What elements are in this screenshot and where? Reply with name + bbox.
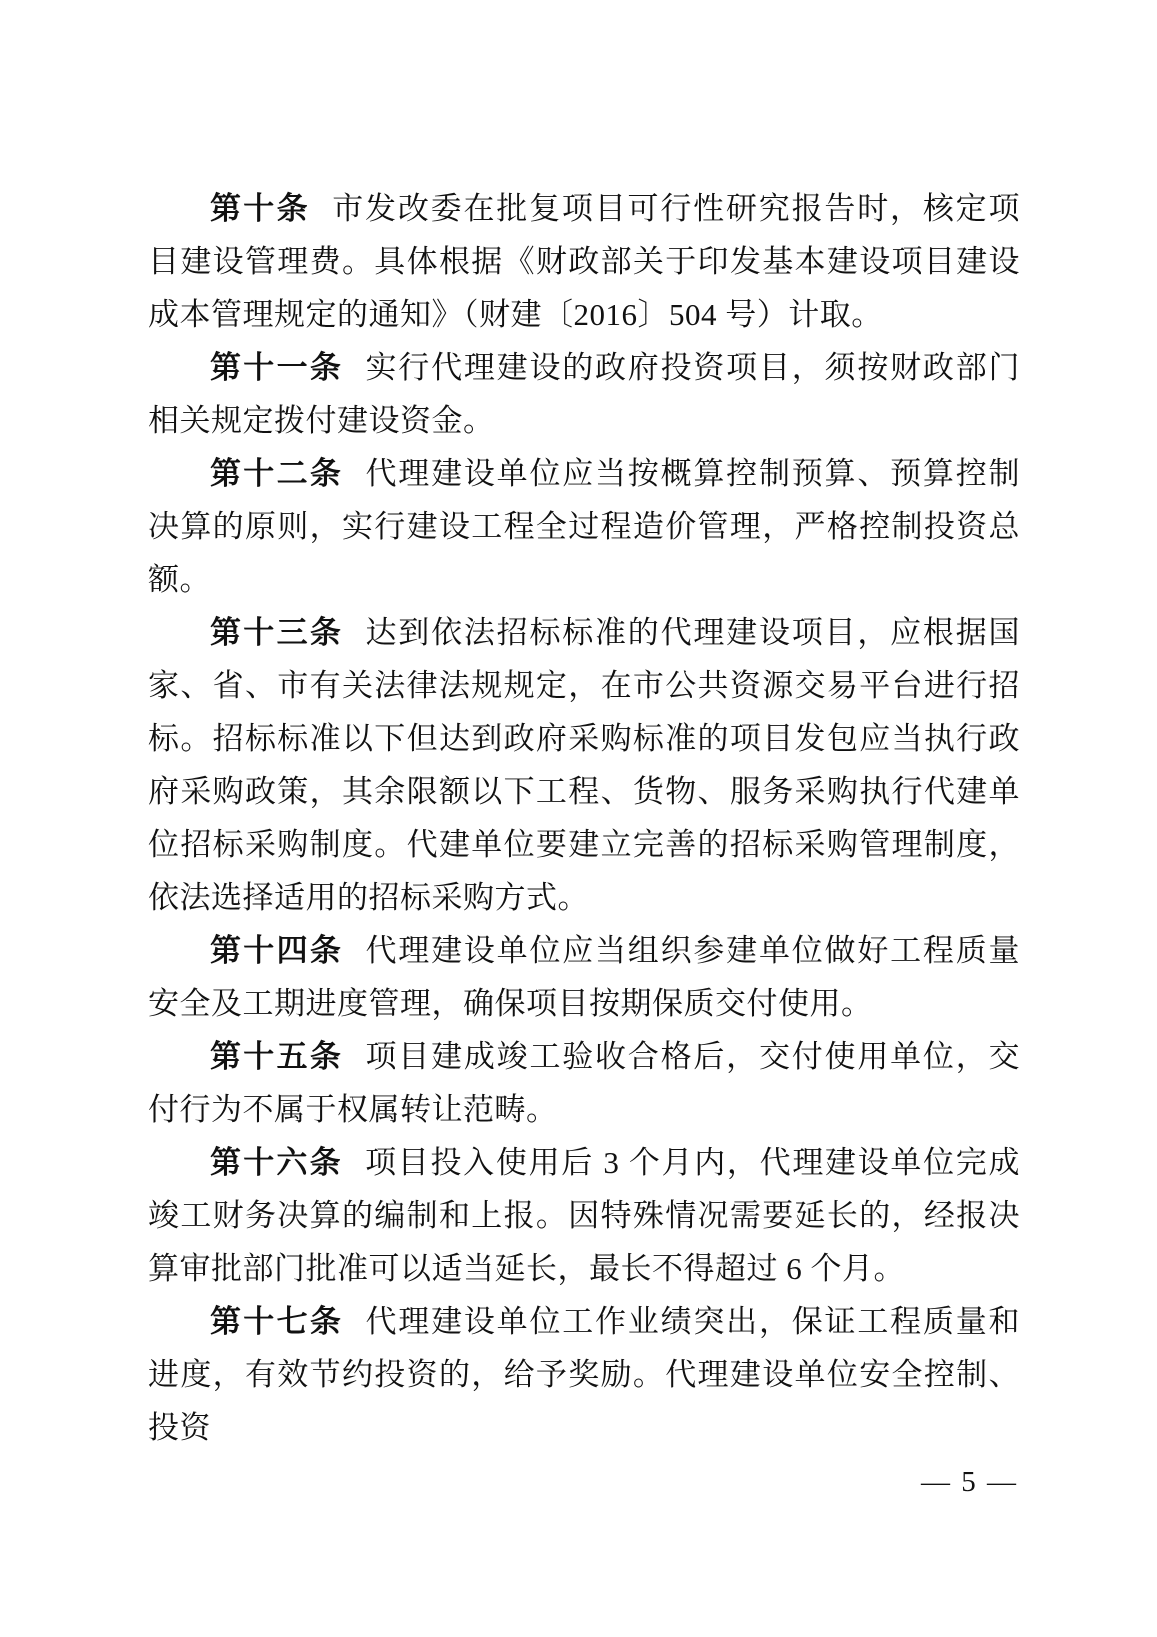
article-text: 代理建设单位应当组织参建单位做好工程质量安全及工期进度管理，确保项目按期保质交付使用。 (148, 933, 1021, 1021)
article-paragraph (148, 447, 1020, 606)
article-paragraph (148, 1136, 1020, 1295)
page-number: — 5 — (921, 1466, 1018, 1498)
article-number: 第十六条 (210, 1145, 343, 1180)
article-number: 第十七条 (210, 1304, 344, 1339)
article-number: 第十一条 (210, 350, 344, 385)
article-text: 市发改委在批复项目可行性研究报告时，核定项目建设管理费。具体根据《财政部关于印发基本建设项目建设成本管理规定的通知》（财建〔2016〕504 号）计取。 (148, 191, 1020, 332)
article-number: 第十五条 (210, 1039, 344, 1074)
document-body (148, 182, 1020, 1454)
article-text: 项目投入使用后 3 个月内，代理建设单位完成竣工财务决算的编制和上报。因特殊情况需要延长的，经报决算审批部门批准可以适当延长，最长不得超过 6 个月。 (148, 1145, 1020, 1286)
article-paragraph (148, 1030, 1020, 1136)
article-text: 代理建设单位应当按概算控制预算、预算控制决算的原则，实行建设工程全过程造价管理，严格控制投资总额。 (148, 456, 1021, 597)
article-text: 项目建成竣工验收合格后，交付使用单位，交付行为不属于权属转让范畴。 (148, 1039, 1021, 1127)
article-number: 第十三条 (210, 615, 344, 650)
article-paragraph (148, 182, 1020, 341)
article-text: 达到依法招标标准的代理建设项目，应根据国家、省、市有关法律法规规定，在市公共资源交易平台进行招标。招标标准以下但达到政府采购标准的项目发包应当执行政府采购政策，其余限额以下工程、货物、服务采购执行代建单位招标采购制度。代建单位要建立完善的招标采购管理制度，依法选择适用的招标采购方式。 (148, 615, 1021, 915)
article-number: 第十四条 (210, 933, 344, 968)
article-text: 代理建设单位工作业绩突出，保证工程质量和进度，有效节约投资的，给予奖励。代理建设单位安全控制、投资 (148, 1304, 1021, 1445)
article-text: 实行代理建设的政府投资项目，须按财政部门相关规定拨付建设资金。 (148, 350, 1021, 438)
article-paragraph (148, 1295, 1020, 1454)
article-number: 第十二条 (210, 456, 344, 491)
article-paragraph (148, 606, 1020, 924)
article-paragraph (148, 341, 1020, 447)
article-number: 第十条 (210, 191, 310, 226)
article-paragraph (148, 924, 1020, 1030)
